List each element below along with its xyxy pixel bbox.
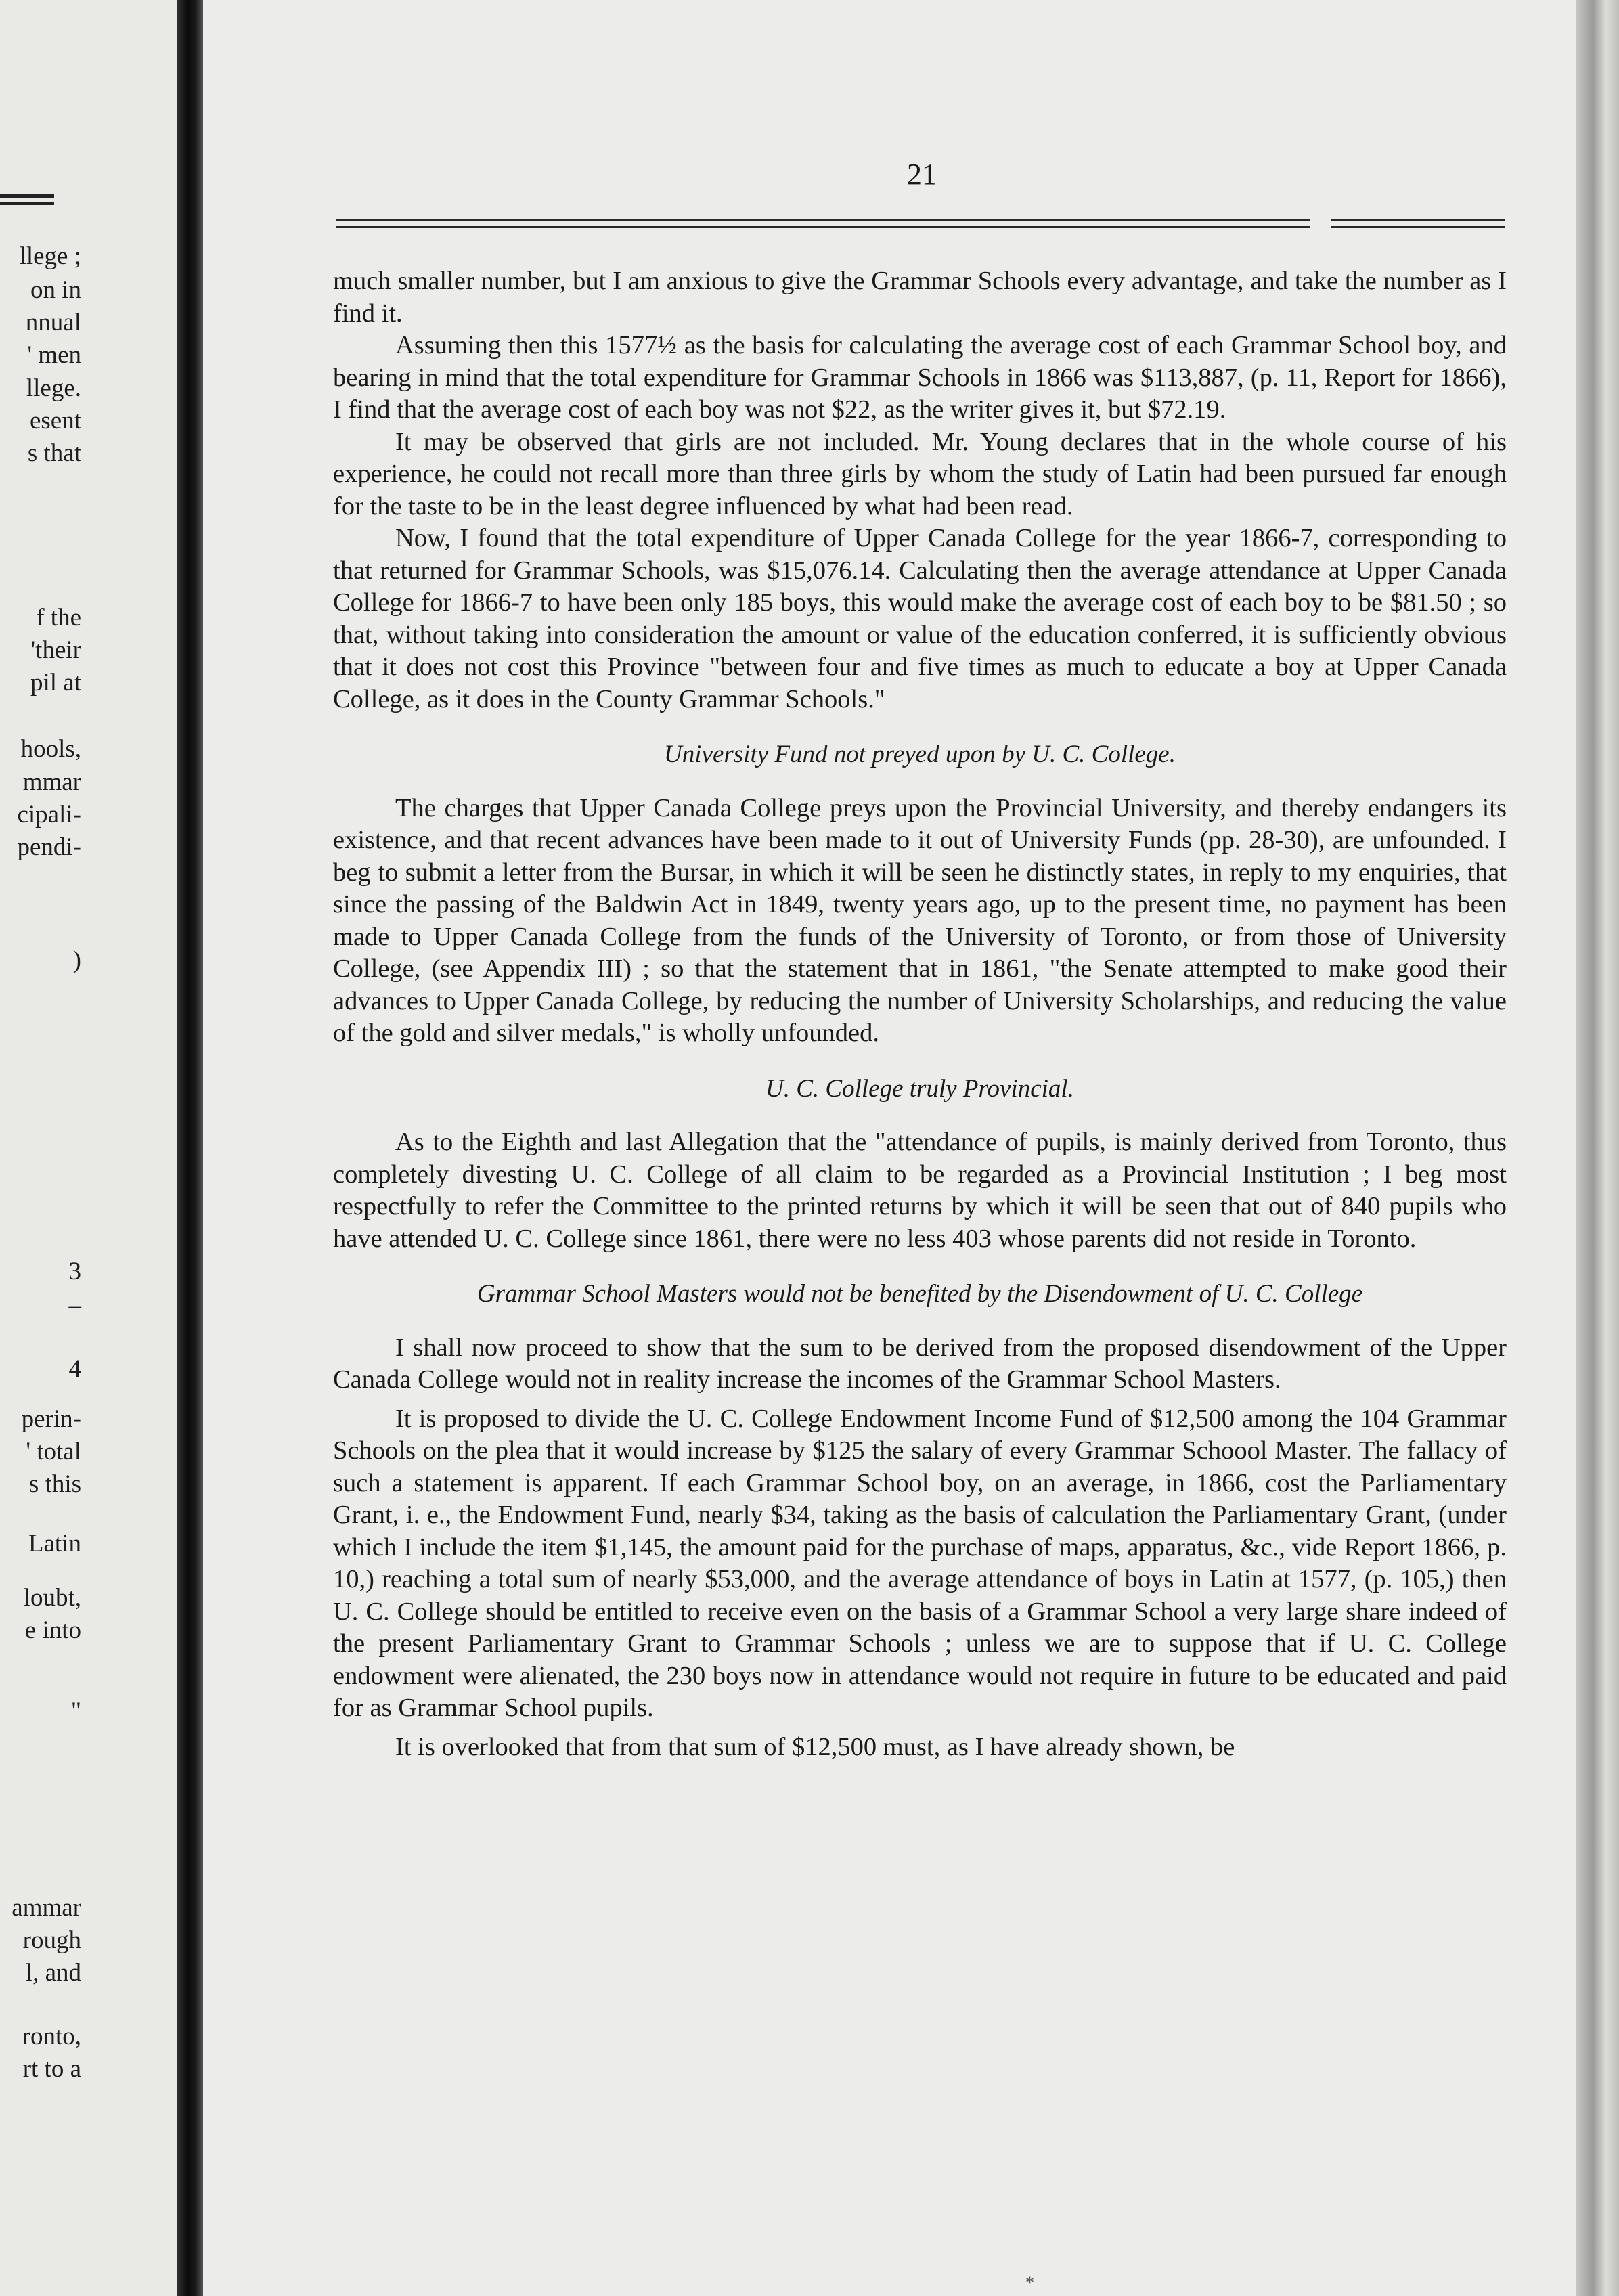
header-rule <box>336 219 1310 221</box>
left-page-line: ) <box>72 946 81 974</box>
body-paragraph: Assuming then this 1577½ as the basis for calculating the average cost of each Grammar School boy, and bearing in mind that the total expenditure for Grammar Schools in 1866 was $113,887, (p. 11, Report for 1866), I find that the average cost of each boy was not $22, as the writer gives it, but $72.19. <box>333 331 1507 424</box>
left-page-line: s that <box>27 439 81 467</box>
left-page-line: 'their <box>30 636 81 664</box>
left-page-line: loubt, <box>23 1584 81 1612</box>
body-paragraph: much smaller number, but I am anxious to give the Grammar Schools every advantage, and take the number as I find it. <box>333 267 1507 328</box>
left-page-line: mmar <box>22 768 81 796</box>
left-page-line: l, and <box>25 1959 81 1987</box>
section-heading: University Fund not preyed upon by U. C. College. <box>664 741 1176 768</box>
left-page-line: ' men <box>27 341 81 369</box>
left-page-line: rt to a <box>22 2055 81 2083</box>
page-number: 21 <box>907 158 937 191</box>
body-paragraph: It may be observed that girls are not included. Mr. Young declares that in the whole course of his experience, he could not recall more than three girls by whom the study of Latin had been pursued far enough for the taste to be in the least degree influenced by what had been read. <box>333 427 1507 521</box>
header-rule <box>1331 219 1505 221</box>
left-page-line: ammar <box>12 1894 81 1922</box>
body-paragraph: It is overlooked that from that sum of $12,500 must, as I have already shown, be <box>395 1732 1235 1761</box>
body-paragraph: Now, I found that the total expenditure of Upper Canada College for the year 1866-7, corresponding to that returned for Grammar Schools, was $15,076.14. Calculating then the average attendance at Upper Canada College for 1866-7 to have been only 185 boys, this would make the average cost of each boy to be $81.50 ; so that, without taking into consideration the amount or value of the education conferred, it is sufficiently obvious that it does not cost this Province "between four and five times as much to educate a boy at Upper Canada College, as it does in the County Grammar Schools." <box>333 524 1507 713</box>
left-page-line: nnual <box>25 309 81 336</box>
left-page-line: 4 <box>68 1355 81 1383</box>
section-heading: Grammar School Masters would not be benefited by the Disendowment of U. C. College <box>476 1280 1363 1308</box>
page-edge <box>1576 0 1619 2296</box>
page-body <box>333 265 1507 1763</box>
body-paragraph: I shall now proceed to show that the sum to be derived from the proposed disendowment of the Upper Canada College would not in reality increase the incomes of the Grammar School Masters. <box>333 1333 1507 1394</box>
left-page-line: perin- <box>21 1405 81 1433</box>
left-page-line: on in <box>30 276 81 304</box>
facing-page-left <box>0 0 177 2296</box>
left-page-line: hools, <box>20 735 81 763</box>
left-page-line: cipali- <box>17 801 81 829</box>
left-page-line: ronto, <box>22 2023 81 2050</box>
header-rule <box>336 226 1310 228</box>
left-page-line: " <box>70 1698 81 1725</box>
body-paragraph: The charges that Upper Canada College preys upon the Provincial University, and thereby endangers its existence, and that recent advances have been made to it out of University Funds (pp. 28-30), are unfounded. I beg to submit a letter from the Bursar, in which it will be seen he distinctly states, in reply to my enquiries, that since the passing of the Baldwin Act in 1849, twenty years ago, up to the present time, no payment has been made to Upper Canada College from the funds of the University of Toronto, or from those of University College, (see Appendix III) ; so that the statement that in 1861, "the Senate attempted to make good their advances to Upper Canada College, by reducing the number of University Scholarships, and reducing the value of the gold and silver medals," is wholly unfounded. <box>333 793 1507 1047</box>
left-page-rule <box>0 194 54 198</box>
section-heading: U. C. College truly Provincial. <box>766 1074 1074 1103</box>
left-page-line: e into <box>24 1616 81 1644</box>
header-rule <box>1331 226 1505 228</box>
left-page-line: s this <box>28 1470 81 1498</box>
left-page-line: rough <box>22 1926 81 1954</box>
left-page-line: – <box>68 1292 81 1319</box>
book-gutter <box>177 0 203 2296</box>
left-page-line: pendi- <box>17 833 81 861</box>
body-paragraph: It is proposed to divide the U. C. College Endowment Income Fund of $12,500 among the 104 Grammar Schools on the plea that it would increase by $125 the salary of every Grammar Schoool Master. The fallacy of such a statement is apparent. If each Grammar School boy, on an average, in 1866, cost the Parliamentary Grant, i. e., the Endowment Fund, nearly $34, taking as the basis of calculation the Parliamentary Grant, (under which I include the item $1,145, the amount paid for the purchase of maps, apparatus, &c., vide Report 1866, p. 10,) reaching a total sum of nearly $53,000, and the average attendance of boys in Latin at 1577, (p. 105,) then U. C. College should be entitled to receive even on the basis of a Grammar School a very large share indeed of the present Parliamentary Grant to Grammar Schools ; unless we are to suppose that if U. C. College endowment were alienated, the 230 boys now in attendance would not require in future to be educated and paid for as Grammar School pupils. <box>333 1404 1507 1722</box>
left-page-line: ' total <box>26 1438 81 1465</box>
left-page-rule <box>0 202 54 205</box>
left-page-line: f the <box>36 604 81 632</box>
scan-mark: * <box>1025 2273 1034 2293</box>
left-page-line: Latin <box>28 1530 81 1558</box>
left-page-line: llege. <box>26 374 81 402</box>
left-page-line: esent <box>29 407 81 435</box>
left-page-line: pil at <box>30 669 81 697</box>
left-page-line: llege ; <box>19 242 81 270</box>
left-page-line: 3 <box>68 1258 81 1285</box>
body-paragraph: As to the Eighth and last Allegation that the "attendance of pupils, is mainly derived from Toronto, thus completely divesting U. C. College of all claim to be regarded as a Provincial Institution ; I beg most respectfully to refer the Committee to the printed returns by which it will be seen that out of 840 pupils who have attended U. C. College since 1861, there were no less 403 whose parents did not reside in Toronto. <box>333 1128 1507 1253</box>
